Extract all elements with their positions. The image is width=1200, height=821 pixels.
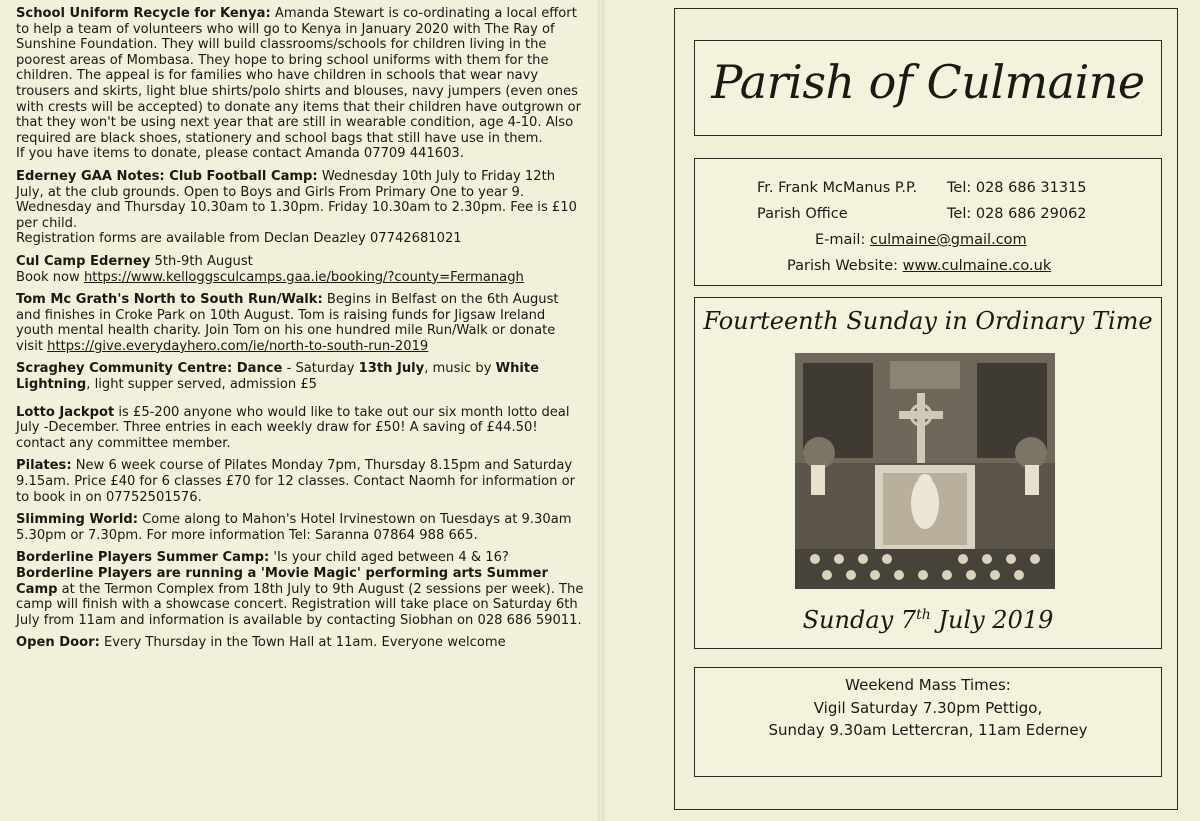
notice-heading: Slimming World: bbox=[16, 512, 138, 528]
notice-run-walk bbox=[16, 292, 584, 354]
notice-lotto bbox=[16, 405, 584, 452]
notice-body: Come along to Mahon's Hotel Irvinestown on Tuesdays at 9.30am 5.30pm or 7.30pm. For more information Tel: Saranna 07864 988 665. bbox=[16, 512, 572, 543]
donate-link[interactable]: https://give.everydayhero.com/ie/north-to-south-run-2019 bbox=[47, 338, 429, 354]
liturgical-title: Fourteenth Sunday in Ordinary Time bbox=[703, 307, 1153, 335]
email-label: E-mail: bbox=[815, 232, 870, 248]
mass-sunday: Sunday 9.30am Lettercran, 11am Ederney bbox=[768, 721, 1088, 739]
title-box bbox=[694, 40, 1162, 136]
altar-photo bbox=[795, 353, 1055, 589]
cul-camp-link[interactable]: https://www.kelloggsculcamps.gaa.ie/booking/?county=Fermanagh bbox=[83, 269, 524, 285]
notice-heading: Borderline Players Summer Camp: bbox=[16, 550, 270, 566]
sunday-date bbox=[695, 606, 1161, 634]
notice-body: Amanda Stewart is co-ordinating a local effort to help a team of volunteers who will go to Kenya in January 2020 with The Ray of Sunshine Foundation. They will build classrooms/schools for children living in the poorest areas of Mombasa. They hope to bring school uniforms with them for the children. The appeal is for families who have children in schools that wear navy trousers and skirts, light blue shirts/polo shirts and blouses, navy jumpers (even ones with crests will be accepted) to donate any items that their children have outgrown or that they won't be using next year that are still in wearable condition, age 4-10. Also required are black shoes, stationery and school bags that still have use in them. bbox=[16, 6, 582, 146]
notice-heading: Tom Mc Grath's North to South Run/Walk: bbox=[16, 292, 323, 308]
notice-heading: Lotto Jackpot bbox=[16, 404, 115, 420]
notice-heading: Cul Camp Ederney bbox=[16, 253, 151, 269]
sunday-box bbox=[694, 297, 1162, 649]
notice-heading: School Uniform Recycle for Kenya: bbox=[16, 6, 271, 21]
notice-body: , music by bbox=[424, 361, 496, 377]
notice-uniform-recycle bbox=[16, 6, 584, 162]
notice-bold: White Lightning bbox=[16, 361, 540, 393]
contact-box bbox=[694, 158, 1162, 286]
mass-vigil: Vigil Saturday 7.30pm Pettigo, bbox=[813, 698, 1043, 717]
date-superscript: th bbox=[916, 607, 931, 623]
notice-bold: Borderline Players are running a 'Movie Magic' performing arts Summer Camp bbox=[16, 566, 548, 597]
notice-heading: Open Door: bbox=[16, 635, 100, 651]
notice-bold: 13th July bbox=[358, 361, 425, 377]
notice-body: Wednesday 10th July to Friday 12th July, at the club grounds. Open to Boys and Girls From Primary One to year 9. Wednesday and Thursday 10.30am to 1.30pm. Friday 10.30am to 2.30pm. Fee is £10 per child. bbox=[16, 168, 577, 231]
mass-times-box bbox=[694, 667, 1162, 777]
priest-name: Fr. Frank McManus P.P. bbox=[757, 180, 918, 196]
notices-column bbox=[16, 6, 584, 658]
notice-body: Every Thursday in the Town Hall at 11am. Everyone welcome bbox=[99, 635, 506, 651]
notice-link-prefix: Book now bbox=[16, 269, 84, 285]
notice-pilates bbox=[16, 458, 584, 505]
notice-slimming-world bbox=[16, 512, 584, 543]
email-line bbox=[815, 232, 1027, 248]
notice-body: , light supper served, admission £5 bbox=[86, 377, 317, 393]
priest-phone: Tel: 028 686 31315 bbox=[947, 180, 1087, 196]
notice-extra: If you have items to donate, please contact Amanda 07709 441603. bbox=[16, 146, 464, 162]
notice-cul-camp bbox=[16, 254, 584, 285]
notice-body: at the Termon Complex from 18th July to 9th August (2 sessions per week). The camp will finish with a showcase concert. Registration will take place on Saturday 6th July from 11am and information is available by contacting Siobhan on 028 686 59011. bbox=[16, 581, 584, 628]
office-label: Parish Office bbox=[757, 206, 848, 222]
notice-scraghey-dance bbox=[16, 361, 584, 392]
notice-heading: Scraghey Community Centre: Dance bbox=[16, 361, 283, 377]
mass-heading: Weekend Mass Times: bbox=[845, 676, 1011, 694]
page-title: Parish of Culmaine bbox=[711, 55, 1145, 109]
date-prefix: Sunday 7 bbox=[802, 606, 917, 634]
notice-body: Begins in Belfast on the 6th August and finishes in Croke Park on 10th August. Tom is raising funds for Jigsaw Ireland youth mental health charity. Join Tom on his one hundred mile Run/Walk or donate visit bbox=[16, 292, 559, 354]
notice-body: 5th-9th August bbox=[150, 253, 253, 269]
notice-borderline-players bbox=[16, 550, 584, 628]
notice-extra: Registration forms are available from Declan Deazley 07742681021 bbox=[16, 231, 462, 247]
notice-body: - Saturday bbox=[282, 361, 359, 377]
notice-body: New 6 week course of Pilates Monday 7pm, Thursday 8.15pm and Saturday 9.15am. Price £40 for 6 classes £70 for 12 classes. Contact Naomh for information or to book in on 07752501576. bbox=[16, 458, 576, 505]
website-link[interactable]: www.culmaine.co.uk bbox=[902, 258, 1052, 274]
notice-open-door bbox=[16, 635, 584, 651]
date-suffix: July 2019 bbox=[930, 606, 1054, 634]
office-phone: Tel: 028 686 29062 bbox=[947, 206, 1087, 222]
email-link[interactable]: culmaine@gmail.com bbox=[869, 232, 1027, 248]
notice-gaa bbox=[16, 169, 584, 247]
left-page bbox=[0, 0, 598, 821]
notice-body: is £5-200 anyone who would like to take out our six month lotto deal July -December. Three entries in each weekly draw for £50! A saving of £44.50! contact any committee member. bbox=[16, 404, 570, 451]
notice-heading: Ederney GAA Notes: Club Football Camp: bbox=[16, 168, 318, 184]
notice-body: 'Is your child aged between 4 & 16? bbox=[269, 550, 509, 566]
website-label: Parish Website: bbox=[787, 258, 903, 274]
notice-heading: Pilates: bbox=[16, 458, 72, 474]
website-line bbox=[787, 258, 1051, 274]
